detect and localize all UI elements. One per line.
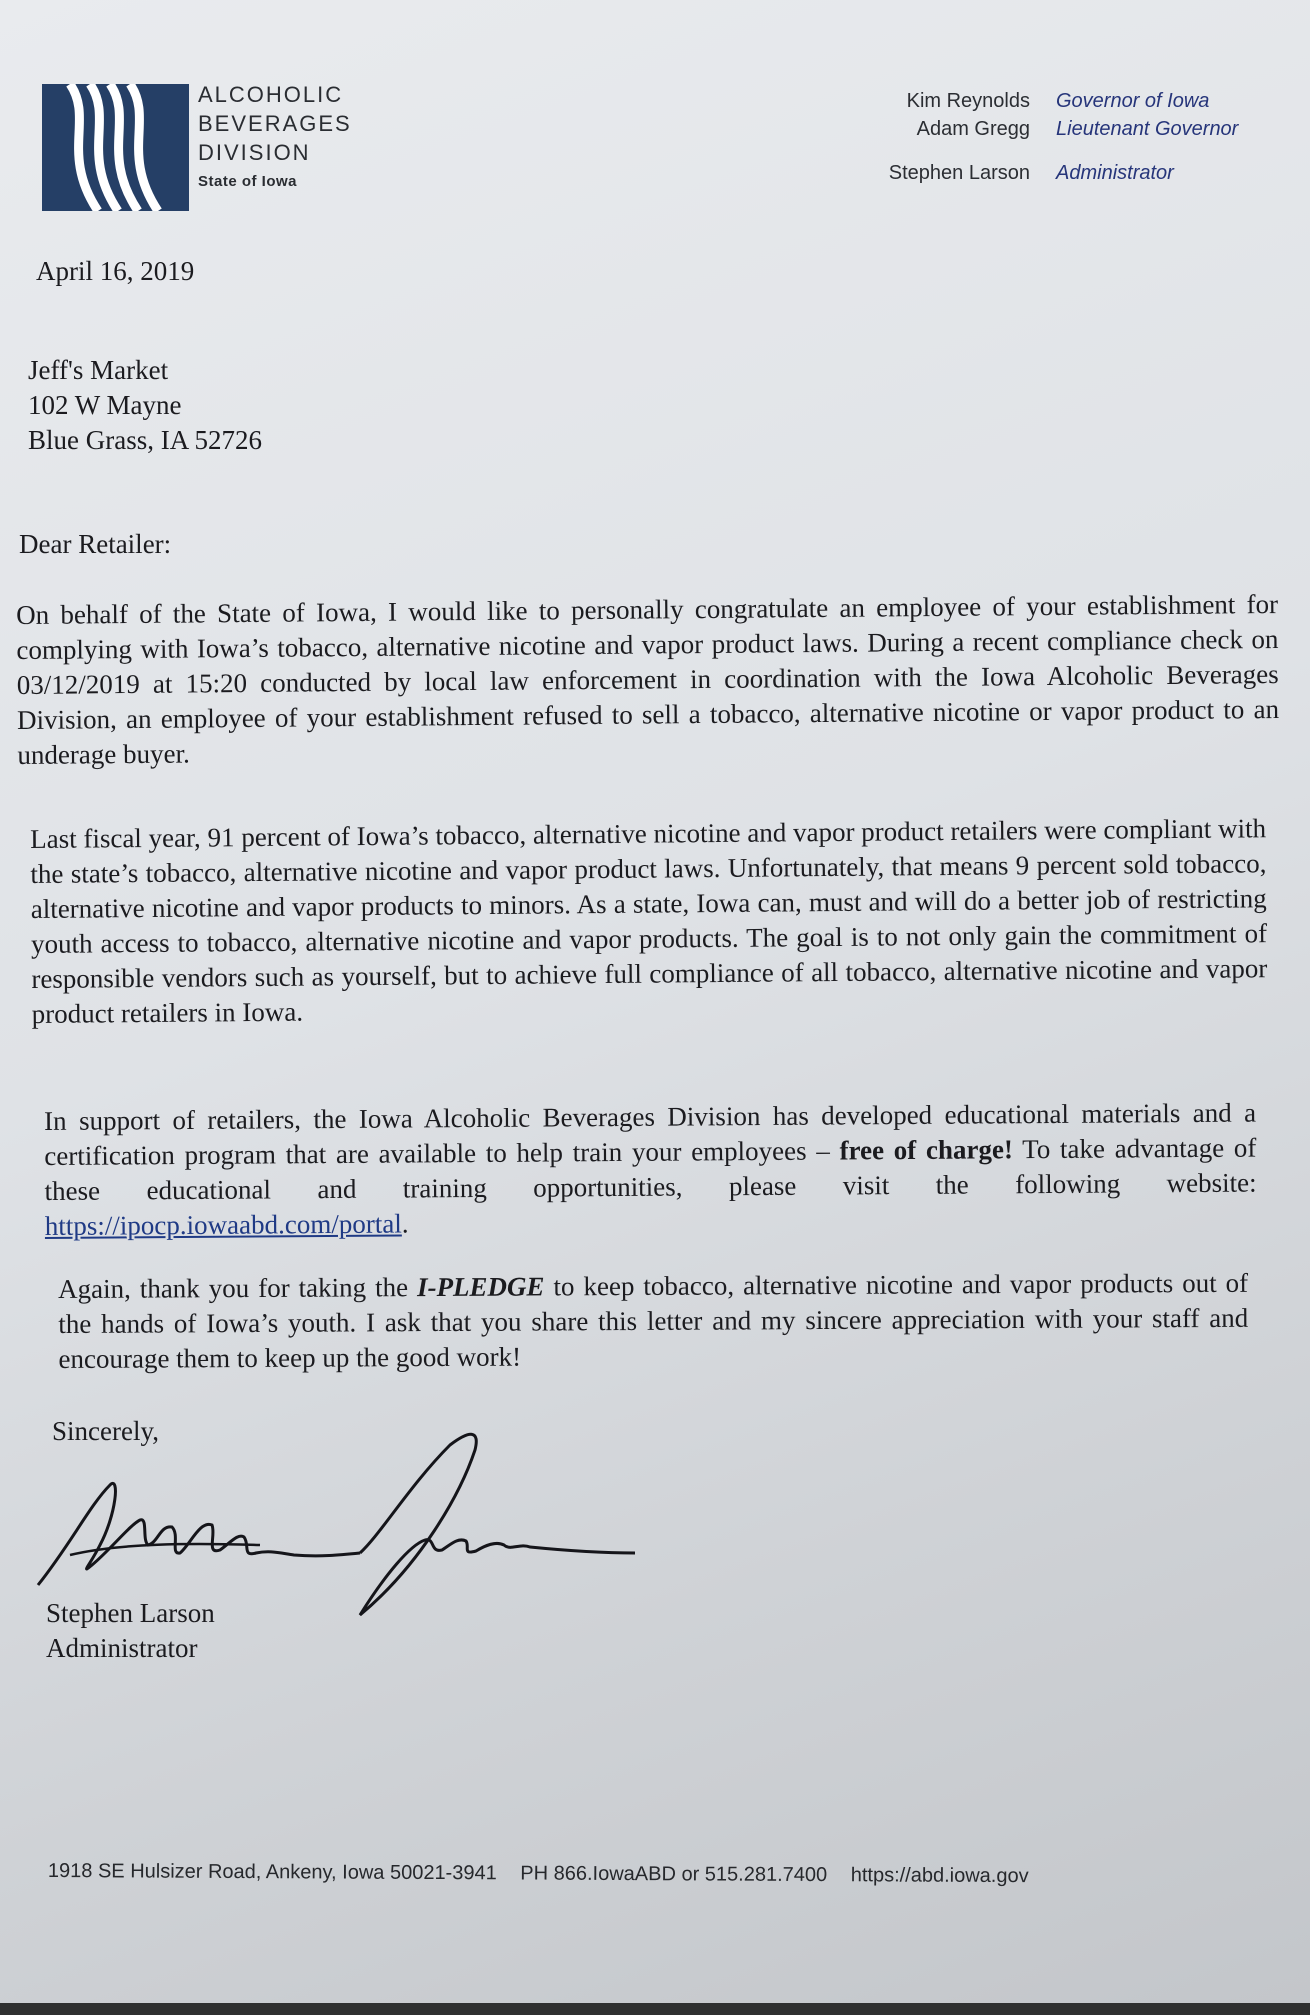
paragraph-1: On behalf of the State of Iowa, I would like to personally congratulate an employee of your establishment for complying with Iowa’s tobacco, alternative nicotine and vapor product laws. During a recent compliance check on 03/12/2019 at 15:20 conducted by local law enforcement in coordination with the Iowa Alcoholic Beverages Division, an employee of your establishment refused to sell a tobacco, alternative nicotine or vapor product to an underage buyer. <box>16 588 1280 770</box>
scan-bottom-edge <box>0 2003 1310 2015</box>
recipient-line: Jeff's Market <box>28 355 169 385</box>
salutation: Dear Retailer: <box>19 529 172 559</box>
paragraph-2: Last fiscal year, 91 percent of Iowa’s tobacco, alternative nicotine and vapor product retailers were compliant with the state’s tobacco, alternative nicotine and vapor product laws. Unfortunately, that means 9 percent sold tobacco, alternative nicotine and vapor products to minors. As a state, Iowa can, must and will do a better job of restricting youth access to tobacco, alternative nicotine and vapor products. The goal is to not only gain the commitment of responsible vendors such as yourself, but to achieve full compliance of all tobacco, alternative nicotine and vapor product retailers in Iowa. <box>30 813 1268 1029</box>
logo-subtitle: State of Iowa <box>198 173 298 190</box>
closing: Sincerely, <box>52 1416 159 1446</box>
paragraph-3-end: . <box>401 1208 409 1239</box>
logo-line-3: DIVISION <box>198 140 311 165</box>
paragraph-4 <box>58 1266 1249 1377</box>
footer-website[interactable]: https://abd.iowa.gov <box>850 1864 1029 1888</box>
official-name-lt-governor: Adam Gregg <box>916 118 1030 140</box>
footer-address: 1918 SE Hulsizer Road, Ankeny, Iowa 50021-3941 <box>47 1860 497 1885</box>
official-title-governor: Governor of Iowa <box>1056 90 1210 112</box>
logo-line-2: BEVERAGES <box>198 111 352 136</box>
free-of-charge-emphasis: free of charge! <box>839 1134 1014 1166</box>
logo-wordmark <box>198 80 352 190</box>
paragraph-4-text: Again, thank you for taking the <box>58 1272 409 1304</box>
paragraph-4-text-cont: to keep tobacco, alternative nicotine and vapor products out of the hands of Iowa’s youth. I ask that you share this letter and my sincere appreciation with your staff and encourage them to keep up the good work! <box>58 1267 1249 1374</box>
recipient-address <box>28 353 262 458</box>
abd-logo <box>42 84 189 211</box>
letter-date: April 16, 2019 <box>36 256 195 286</box>
paragraph-3 <box>44 1096 1257 1244</box>
paragraph-3-text: In support of retailers, the Iowa Alcoholic Beverages Division has developed educational materials and a certification program that are available to help train your employees – <box>44 1097 1257 1171</box>
signer-block <box>46 1596 215 1666</box>
letterhead-footer <box>48 1860 1238 1889</box>
training-portal-link[interactable]: https://ipocp.iowaabd.com/portal <box>44 1208 402 1241</box>
official-title-administrator: Administrator <box>1056 162 1174 184</box>
signer-title: Administrator <box>46 1633 198 1663</box>
recipient-line: Blue Grass, IA 52726 <box>28 425 262 455</box>
officials-list <box>770 90 1290 190</box>
recipient-line: 102 W Mayne <box>28 390 182 420</box>
official-title-lt-governor: Lieutenant Governor <box>1056 118 1239 140</box>
signer-name: Stephen Larson <box>46 1598 215 1628</box>
wave-stripes-icon <box>42 84 189 211</box>
logo-line-1: ALCOHOLIC <box>198 82 344 107</box>
paragraph-3-text-cont: To take advantage of these educational and training opportunities, please visit the following website: <box>44 1132 1257 1206</box>
footer-phone: PH 866.IowaABD or 515.281.7400 <box>520 1862 828 1887</box>
official-name-administrator: Stephen Larson <box>888 162 1030 184</box>
official-name-governor: Kim Reynolds <box>906 90 1030 112</box>
i-pledge-emphasis: I-PLEDGE <box>416 1271 545 1303</box>
